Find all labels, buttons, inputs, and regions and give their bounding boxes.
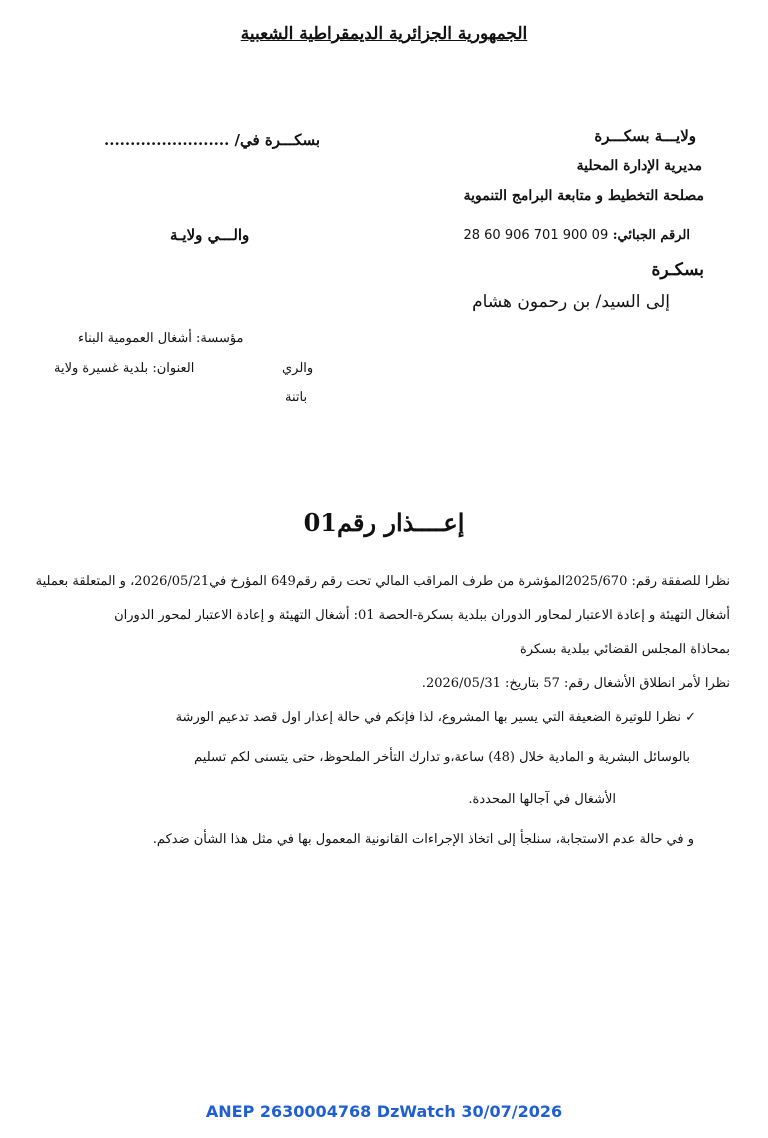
paragraph-2: أشغال التهيئة و إعادة الاعتبار لمحاور الدوران ببلدية بسكرة-الحصة 01: أشغال التهيئة و إعادة الاعتبار لمحور الدوران (114, 608, 730, 623)
paragraph-1: نظرا للصفقة رقم: 2025/670المؤشرة من طرف المراقب المالي تحت رقم رقم649 المؤرخ في2026/05/21، و المتعلقة بعملية (35, 574, 730, 589)
tax-number-line (463, 228, 690, 243)
recipient-establishment: مؤسسة: أشغال العمومية البناء (78, 331, 244, 346)
tax-label: الرقم الجبائي: (612, 228, 690, 243)
wali-title: والـــي ولايـة (170, 226, 250, 244)
bullet-text-end: الأشغال في آجالها المحددة. (468, 792, 616, 807)
republic-heading: الجمهورية الجزائرية الديمقراطية الشعبية (240, 24, 528, 44)
city-name: بسكـرة (651, 260, 704, 280)
tax-number: 28 60 906 701 900 09 (463, 228, 609, 243)
recipient-address: العنوان: بلدية غسيرة ولاية (54, 361, 195, 376)
notice-title: إعــــذار رقم01 (303, 508, 465, 537)
closing-paragraph: و في حالة عدم الاستجابة، سنلجأ إلى اتخاذ الإجراءات القانونية المعمول بها في مثل هذا الشأن ضدكم. (152, 832, 694, 847)
service-name: مصلحة التخطيط و متابعة البرامج التنموية (463, 188, 704, 204)
checkmark-icon: ✓ (685, 710, 696, 725)
wilaya-name: ولايـــة بسكـــرة (594, 127, 696, 145)
bullet-paragraph (176, 710, 696, 725)
paragraph-4: نظرا لأمر انطلاق الأشغال رقم: 57 بتاريخ: 2026/05/31. (421, 676, 730, 691)
recipient-name: إلى السيد/ بن رحمون هشام (472, 292, 670, 312)
bullet-text-cont: بالوسائل البشرية و المادية خلال (48) ساعة،و تدارك التأخر الملحوظ، حتى يتسنى لكم تسليم (194, 750, 690, 765)
footer-reference: ANEP 2630004768 DzWatch 30/07/2026 (205, 1102, 563, 1121)
paragraph-3: بمحاذاة المجلس القضائي ببلدية بسكرة (519, 642, 730, 657)
bullet-text: نظرا للوتيرة الضعيفة التي يسير بها المشروع، لذا فإنكم في حالة إعذار اول قصد تدعيم الورشة (175, 710, 681, 725)
recipient-establishment-cont: والري (282, 361, 314, 376)
directorate-name: مديرية الإدارة المحلية (576, 158, 702, 174)
date-line: بسكـــرة في/ ........................ (104, 131, 321, 149)
recipient-address-cont: باتنة (285, 390, 308, 405)
